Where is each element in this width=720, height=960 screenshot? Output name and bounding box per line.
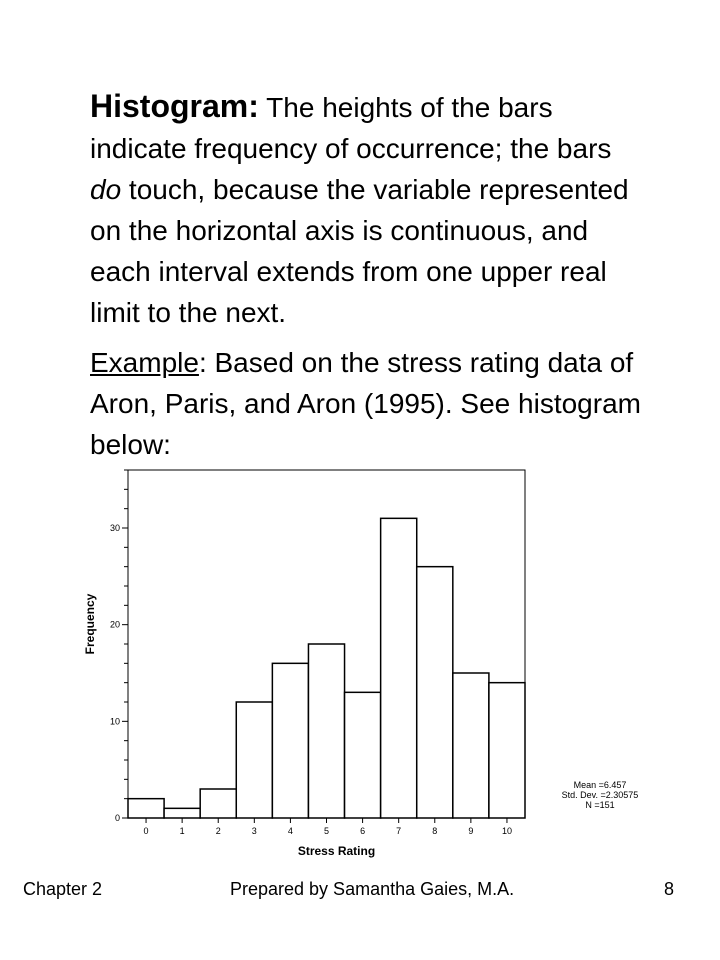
footer-chapter: Chapter 2 — [23, 879, 103, 899]
definition-text-a: The heights of the bars indicate frequency of occurrence; the bars — [90, 92, 612, 164]
histogram-bar — [308, 644, 344, 818]
stats-line: Mean =6.457 — [573, 780, 627, 790]
definition-text-emphasis: do — [90, 174, 122, 205]
x-tick-label: 9 — [468, 826, 474, 836]
footer-author: Prepared by Samantha Gaies, M.A. — [230, 879, 515, 899]
example-label: Example — [90, 347, 199, 378]
x-axis-label: Stress Rating — [297, 844, 376, 858]
histogram-bar — [489, 683, 525, 818]
x-tick-label: 8 — [432, 826, 438, 836]
histogram-bar — [200, 789, 236, 818]
histogram-bar — [417, 567, 453, 818]
histogram-bar — [164, 808, 200, 818]
example-text: : Based on the stress rating data of Aron, Paris, and Aron (1995). See histogram below: — [90, 347, 641, 460]
histogram-bar — [128, 799, 164, 818]
footer-page-number: 8 — [664, 879, 675, 899]
stats-line: Std. Dev. =2.30575 — [561, 790, 639, 800]
definition-term: Histogram: — [90, 88, 259, 124]
x-tick-label: 4 — [287, 826, 293, 836]
histogram-bar — [272, 663, 308, 818]
definition-text-b: touch, because the variable represented on the horizontal axis is continuous, and each interval extends from one upper real limit to the next. — [90, 174, 629, 328]
x-tick-label: 1 — [179, 826, 185, 836]
histogram-chart — [70, 460, 690, 860]
y-axis-label: Frequency — [83, 593, 97, 655]
stats-line: N =151 — [585, 800, 615, 810]
y-tick-label: 10 — [109, 716, 120, 727]
histogram-bar — [453, 673, 489, 818]
x-tick-label: 5 — [323, 826, 330, 836]
y-tick-label: 0 — [114, 813, 120, 823]
example-paragraph — [90, 342, 650, 465]
histogram-bar — [381, 518, 417, 818]
x-tick-label: 0 — [143, 826, 149, 836]
y-tick-label: 20 — [109, 619, 120, 630]
y-tick-label: 30 — [109, 523, 120, 533]
plot-area — [83, 470, 638, 858]
x-tick-label: 2 — [215, 826, 221, 836]
histogram-bar — [345, 692, 381, 818]
x-tick-label: 6 — [360, 826, 366, 836]
x-tick-label: 3 — [251, 826, 257, 836]
x-tick-label: 10 — [501, 826, 512, 836]
definition-paragraph — [90, 86, 650, 333]
histogram-bar — [236, 702, 272, 818]
x-tick-label: 7 — [396, 826, 402, 836]
